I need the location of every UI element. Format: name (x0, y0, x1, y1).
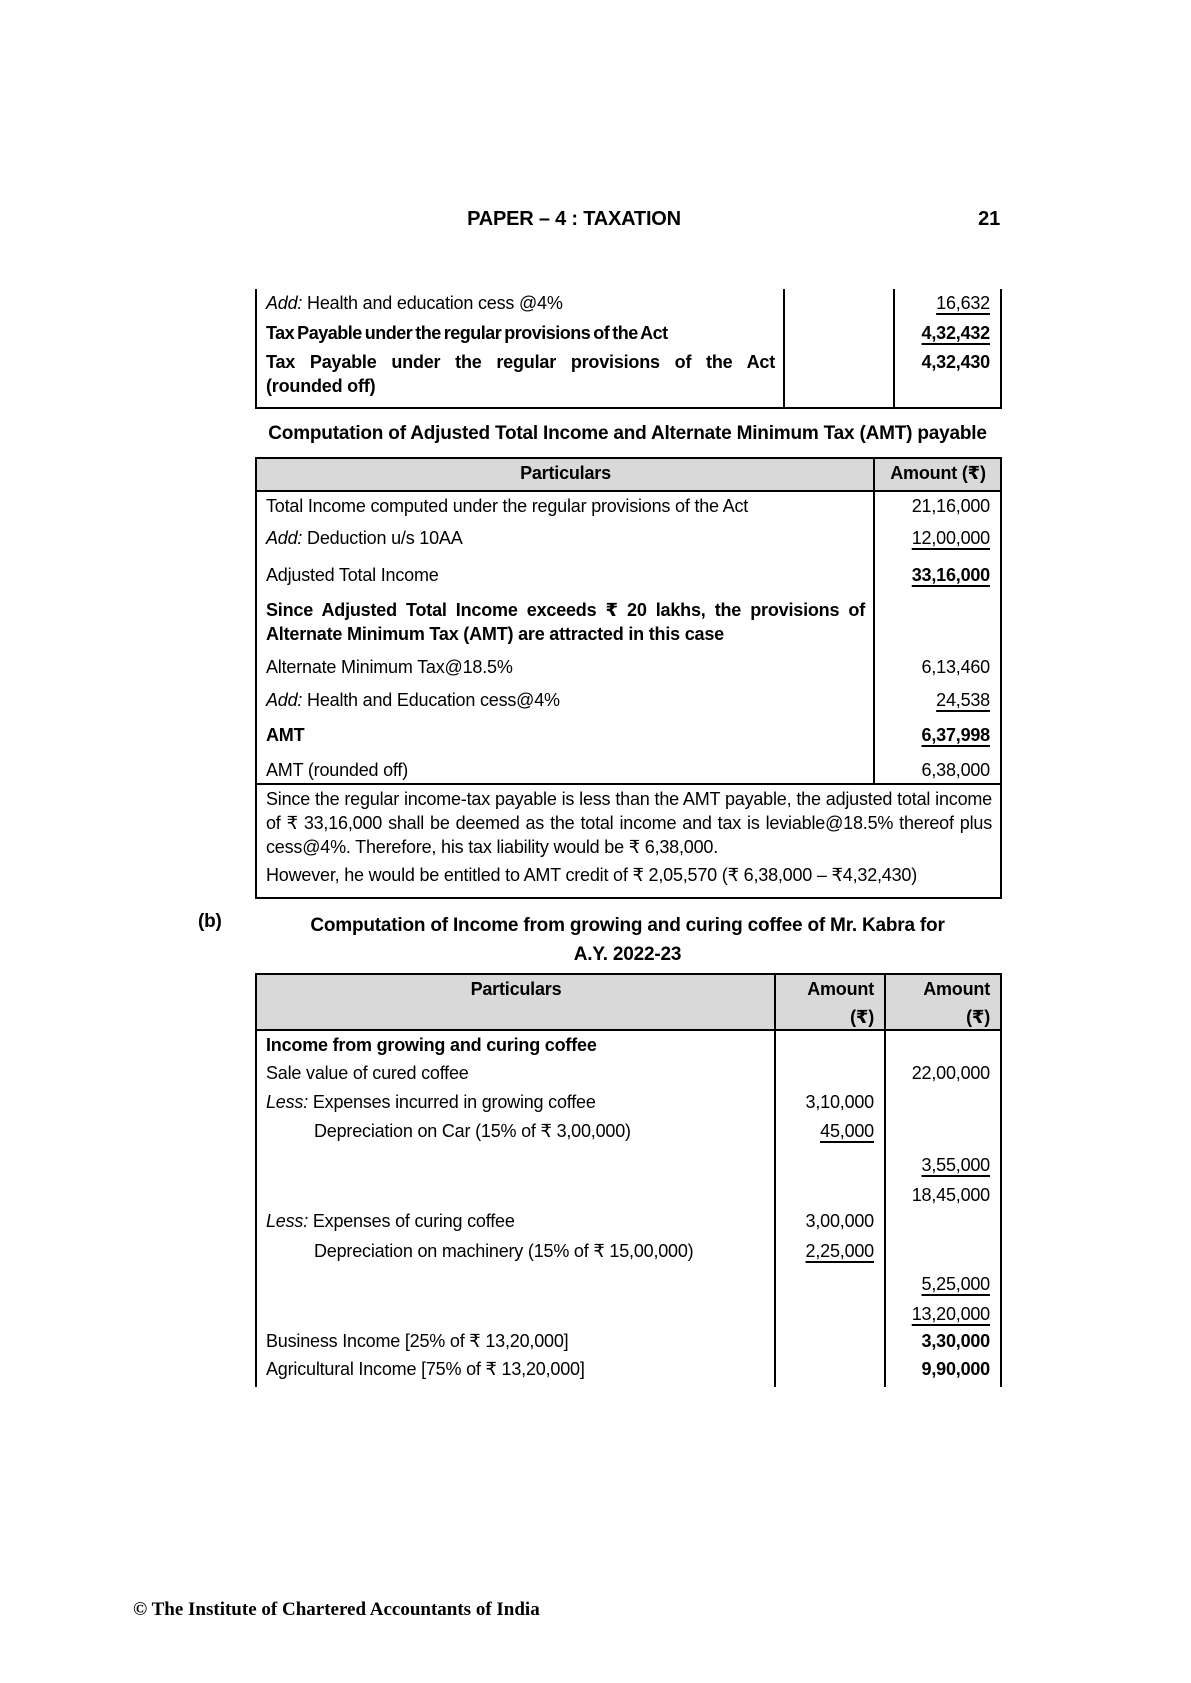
cell-text: 22,00,000 (911, 1063, 990, 1083)
cell-text: 4,32,430 (921, 352, 990, 372)
table-row (256, 686, 1001, 721)
cell-text: Amount (₹) (890, 463, 986, 483)
section-b-label: (b) (198, 911, 222, 932)
table-cell (885, 1088, 1001, 1117)
table-row (256, 1150, 1001, 1181)
table-row (256, 491, 1001, 524)
cell-text: Particulars (520, 463, 611, 483)
cell-text: Particulars (470, 979, 562, 999)
table-cell (885, 1237, 1001, 1268)
table-cell (874, 756, 1001, 784)
cell-text: Health and Education cess@4% (302, 690, 560, 710)
table-cell (885, 1150, 1001, 1181)
table-cell (775, 1059, 885, 1088)
cell-text: Deduction u/s 10AA (302, 528, 463, 548)
table-row (256, 1355, 1001, 1387)
table-cell (885, 1327, 1001, 1355)
table-cell (775, 1355, 885, 1387)
table-cell (874, 686, 1001, 721)
table-cell (256, 596, 874, 653)
page-title: PAPER – 4 : TAXATION (467, 208, 681, 230)
cell-text: 45,000 (820, 1121, 874, 1141)
table-cell (775, 1237, 885, 1268)
cell-text: 12,00,000 (911, 528, 990, 548)
table-header-cell (874, 458, 1001, 491)
amt-computation-heading: Computation of Adjusted Total Income and Alternate Minimum Tax (AMT) payable (268, 423, 987, 444)
cell-text: Alternate Minimum Tax@18.5% (266, 657, 513, 677)
table-row (256, 1300, 1001, 1327)
table-cell (256, 784, 1001, 898)
cell-text: AMT (266, 725, 305, 745)
table-cell (775, 1300, 885, 1327)
cell-italic-prefix: Add: (266, 528, 303, 548)
table-cell (256, 1207, 775, 1237)
coffee-computation-heading (255, 911, 1000, 969)
table-cell (775, 1327, 885, 1355)
table-header-row (256, 458, 1001, 491)
table-header-cell (775, 974, 885, 1030)
table-cell (256, 561, 874, 596)
table-cell (885, 1117, 1001, 1150)
table-row (256, 1181, 1001, 1207)
cell-text: 3,00,000 (805, 1211, 874, 1231)
table-cell (784, 319, 894, 348)
cell-text-line: (₹) (966, 1007, 990, 1027)
cell-text: 6,37,998 (921, 725, 990, 745)
table-cell (874, 721, 1001, 756)
cell-text: 18,45,000 (911, 1185, 990, 1205)
table-cell (874, 653, 1001, 686)
cell-text-line: Since the regular income-tax payable is less than the AMT payable, the adjusted total income of ₹ 33,16,000 shall be deemed as the total income and tax is leviable@18.5% thereof plus cess@4%. Therefore, his tax liability would be ₹ 6,38,000. (266, 789, 992, 857)
table-cell (775, 1088, 885, 1117)
table-cell (256, 1030, 775, 1059)
table-cell (784, 348, 894, 408)
table-row (256, 1088, 1001, 1117)
cell-text: Depreciation on Car (15% of ₹ 3,00,000) (314, 1121, 631, 1141)
table-cell (775, 1150, 885, 1181)
coffee-income-table (255, 973, 1002, 1387)
table-cell (256, 491, 874, 524)
table-cell (256, 348, 784, 408)
table-header-row (256, 974, 1001, 1030)
table-cell (874, 561, 1001, 596)
coffee-heading-line-2: A.Y. 2022-23 (573, 944, 682, 965)
table-cell (885, 1355, 1001, 1387)
table-cell (874, 491, 1001, 524)
cell-text-line: Amount (807, 979, 874, 999)
cell-italic-prefix: Less: (266, 1092, 309, 1112)
cell-text: 3,55,000 (921, 1155, 990, 1175)
table-cell (256, 1237, 775, 1268)
cell-text: AMT (rounded off) (266, 760, 409, 780)
cell-text-line: (₹) (850, 1007, 874, 1027)
table-cell (256, 1355, 775, 1387)
table-cell (894, 348, 1001, 408)
table-cell (256, 319, 784, 348)
cell-text: Tax Payable under the regular provisions of the Act (rounded off) (266, 352, 775, 396)
amt-computation-table (255, 457, 1002, 899)
table-header-cell (885, 974, 1001, 1030)
cell-italic-prefix: Add: (266, 690, 303, 710)
cell-text: 9,90,000 (921, 1359, 990, 1379)
table-header-cell (256, 458, 874, 491)
table-row (256, 319, 1001, 348)
table-cell (256, 524, 874, 561)
table-row (256, 756, 1001, 784)
table-row (256, 1117, 1001, 1150)
table-cell (885, 1181, 1001, 1207)
table-cell (256, 1088, 775, 1117)
table-cell (256, 1181, 775, 1207)
table-row (256, 1030, 1001, 1059)
table-row (256, 1059, 1001, 1088)
table-cell (775, 1181, 885, 1207)
cell-text: Since Adjusted Total Income exceeds ₹ 20 lakhs, the provisions of Alternate Minimum Tax (AMT) are attracted in this case (266, 600, 865, 644)
table-cell (885, 1300, 1001, 1327)
cell-text-line: Amount (923, 979, 990, 999)
cell-text: 21,16,000 (911, 496, 990, 516)
cell-text: 5,25,000 (921, 1274, 990, 1294)
table-row (256, 721, 1001, 756)
table-cell (775, 1207, 885, 1237)
table-cell (784, 289, 894, 319)
page-header (148, 207, 1000, 231)
table-cell (256, 1059, 775, 1088)
cell-text: Income from growing and curing coffee (266, 1035, 597, 1055)
table-cell (256, 1150, 775, 1181)
cell-text: Sale value of cured coffee (266, 1063, 469, 1083)
table-cell (256, 756, 874, 784)
cell-text: Business Income [25% of ₹ 13,20,000] (266, 1331, 569, 1351)
table-cell (885, 1030, 1001, 1059)
cell-text: 3,30,000 (921, 1331, 990, 1351)
cell-text: 24,538 (936, 690, 990, 710)
cell-text: Depreciation on machinery (15% of ₹ 15,00,000) (314, 1241, 694, 1261)
table-cell (894, 319, 1001, 348)
cell-text: Expenses incurred in growing coffee (308, 1092, 596, 1112)
cell-text-line: However, he would be entitled to AMT credit of ₹ 2,05,570 (₹ 6,38,000 – ₹4,32,430) (266, 865, 918, 885)
table-row (256, 1327, 1001, 1355)
copyright-footer: © The Institute of Chartered Accountants of India (133, 1599, 540, 1620)
table-cell (256, 1117, 775, 1150)
cell-italic-prefix: Add: (266, 293, 303, 313)
table-cell (256, 289, 784, 319)
page-number: 21 (978, 208, 1000, 230)
table-cell (775, 1030, 885, 1059)
tax-payable-carryover-table (255, 289, 1002, 409)
table-cell (256, 1300, 775, 1327)
table-row (256, 524, 1001, 561)
table-cell (874, 596, 1001, 653)
table-row (256, 289, 1001, 319)
table-cell (894, 289, 1001, 319)
table-cell (256, 1268, 775, 1300)
table-row (256, 784, 1001, 898)
cell-text: Adjusted Total Income (266, 565, 439, 585)
table-header-cell (256, 974, 775, 1030)
cell-text: Expenses of curing coffee (308, 1211, 515, 1231)
table-cell (775, 1117, 885, 1150)
table-cell (256, 721, 874, 756)
cell-text: 3,10,000 (805, 1092, 874, 1112)
cell-italic-prefix: Less: (266, 1211, 309, 1231)
table-cell (885, 1268, 1001, 1300)
table-row (256, 1207, 1001, 1237)
cell-text: 13,20,000 (911, 1304, 990, 1324)
cell-text: 16,632 (936, 293, 990, 313)
cell-text: Health and education cess @4% (302, 293, 563, 313)
coffee-heading-line-1: Computation of Income from growing and curing coffee of Mr. Kabra for (310, 915, 945, 936)
table-cell (885, 1207, 1001, 1237)
cell-text: 2,25,000 (805, 1241, 874, 1261)
table-row (256, 596, 1001, 653)
table-row (256, 1237, 1001, 1268)
cell-text: 33,16,000 (911, 565, 990, 585)
cell-text: 6,13,460 (921, 657, 990, 677)
table-row (256, 1268, 1001, 1300)
cell-text: 6,38,000 (921, 760, 990, 780)
table-row (256, 653, 1001, 686)
table-cell (885, 1059, 1001, 1088)
table-row (256, 348, 1001, 408)
table-cell (256, 653, 874, 686)
table-row (256, 561, 1001, 596)
table-cell (256, 686, 874, 721)
cell-text: Agricultural Income [75% of ₹ 13,20,000] (266, 1359, 585, 1379)
cell-text: 4,32,432 (921, 323, 990, 343)
table-cell (874, 524, 1001, 561)
cell-text: Tax Payable under the regular provisions of the Act (266, 323, 668, 343)
cell-text: Total Income computed under the regular provisions of the Act (266, 496, 749, 516)
table-cell (256, 1327, 775, 1355)
table-cell (775, 1268, 885, 1300)
